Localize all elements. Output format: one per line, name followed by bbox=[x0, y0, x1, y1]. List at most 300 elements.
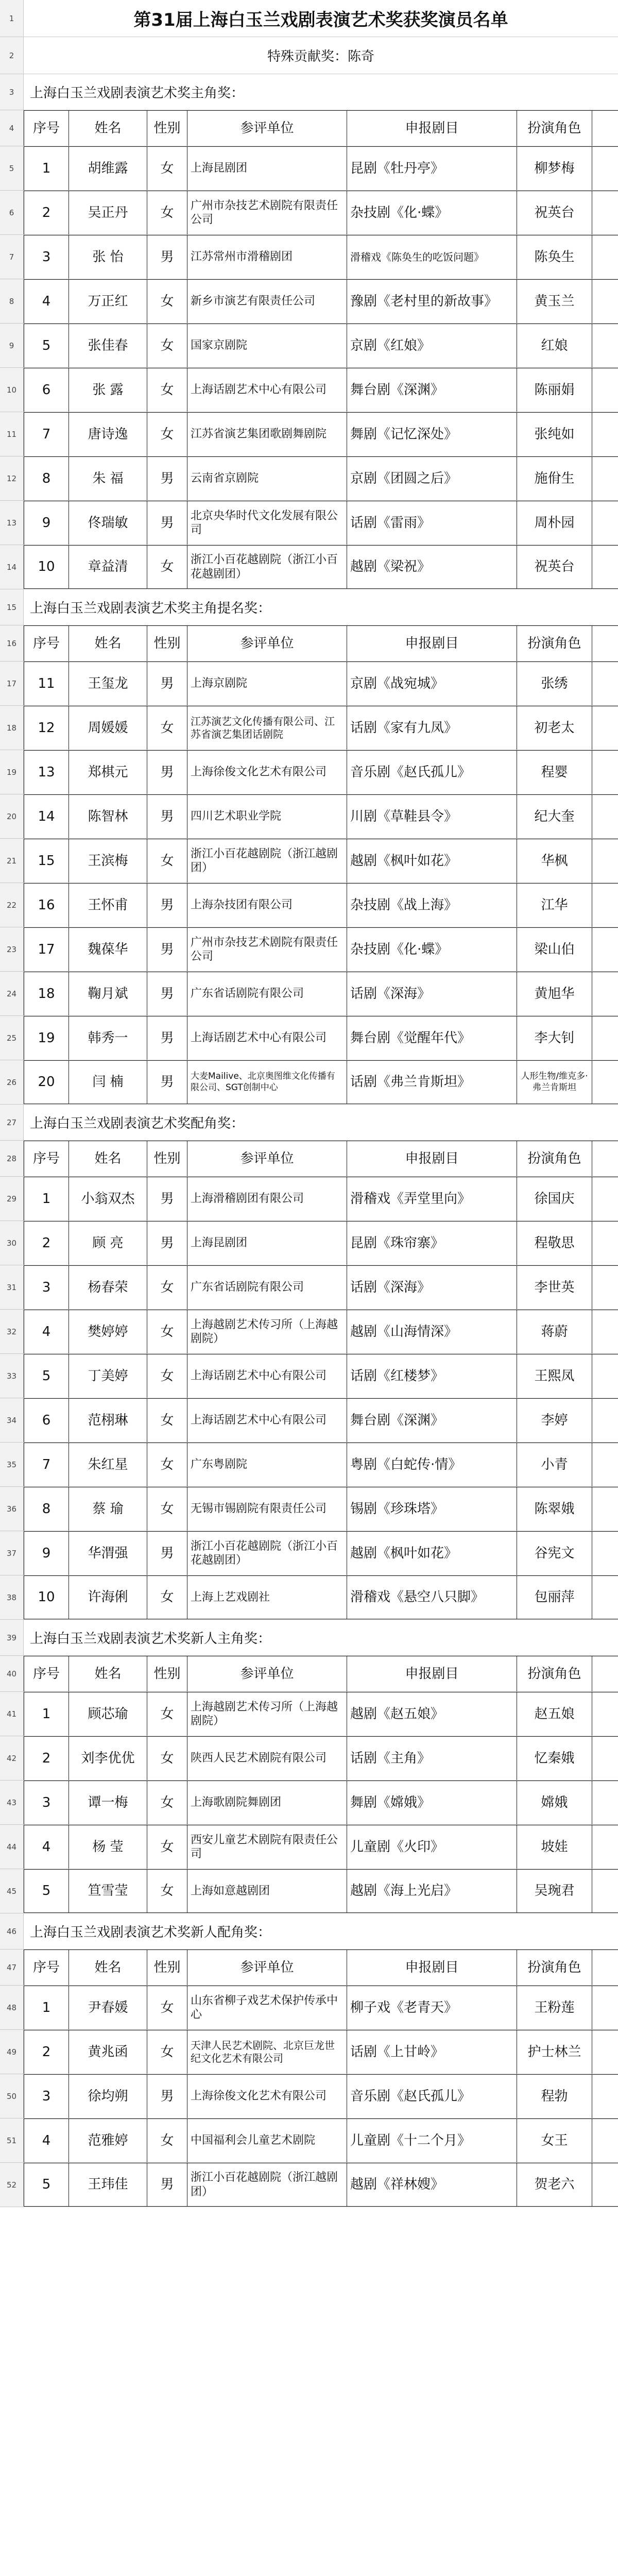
no-cell[interactable]: 1 bbox=[24, 1692, 69, 1736]
no-cell[interactable]: 12 bbox=[24, 706, 69, 750]
row-number[interactable]: 25 bbox=[0, 1016, 24, 1060]
gender-cell[interactable]: 女 bbox=[147, 368, 187, 412]
role-cell[interactable]: 红娘 bbox=[517, 324, 592, 367]
name-cell[interactable]: 王玮佳 bbox=[69, 2163, 147, 2206]
header-role-cell[interactable]: 扮演角色 bbox=[517, 626, 592, 661]
gender-cell[interactable]: 女 bbox=[147, 1266, 187, 1309]
gender-cell[interactable]: 女 bbox=[147, 147, 187, 190]
row-number[interactable]: 51 bbox=[0, 2119, 24, 2162]
gender-cell[interactable]: 男 bbox=[147, 2075, 187, 2118]
role-cell[interactable]: 小青 bbox=[517, 1443, 592, 1486]
play-cell[interactable]: 昆剧《珠帘寨》 bbox=[347, 1222, 517, 1265]
no-cell[interactable]: 3 bbox=[24, 1266, 69, 1309]
role-cell[interactable]: 包丽萍 bbox=[517, 1576, 592, 1619]
role-cell[interactable]: 程敬思 bbox=[517, 1222, 592, 1265]
no-cell[interactable]: 4 bbox=[24, 1310, 69, 1353]
no-cell[interactable]: 14 bbox=[24, 795, 69, 838]
row-number[interactable]: 32 bbox=[0, 1310, 24, 1353]
gender-cell[interactable]: 女 bbox=[147, 1825, 187, 1869]
header-gender-cell[interactable]: 性别 bbox=[147, 1141, 187, 1176]
unit-cell[interactable]: 云南省京剧院 bbox=[187, 457, 347, 500]
unit-cell[interactable]: 上海徐俊文化艺术有限公司 bbox=[187, 751, 347, 794]
no-cell[interactable]: 1 bbox=[24, 147, 69, 190]
name-cell[interactable]: 魏葆华 bbox=[69, 928, 147, 971]
header-name-cell[interactable]: 姓名 bbox=[69, 1141, 147, 1176]
play-cell[interactable]: 话剧《家有九凤》 bbox=[347, 706, 517, 750]
no-cell[interactable]: 2 bbox=[24, 1737, 69, 1780]
unit-cell[interactable]: 浙江小百花越剧院（浙江小百花越剧团） bbox=[187, 1532, 347, 1575]
name-cell[interactable]: 范栩琳 bbox=[69, 1399, 147, 1442]
unit-cell[interactable]: 上海滑稽剧团有限公司 bbox=[187, 1177, 347, 1221]
name-cell[interactable]: 陈智林 bbox=[69, 795, 147, 838]
unit-cell[interactable]: 四川艺术职业学院 bbox=[187, 795, 347, 838]
unit-cell[interactable]: 天津人民艺术剧院、北京巨龙世纪文化艺术有限公司 bbox=[187, 2030, 347, 2074]
no-cell[interactable]: 2 bbox=[24, 191, 69, 234]
gender-cell[interactable]: 女 bbox=[147, 1781, 187, 1824]
role-cell[interactable]: 吴琬君 bbox=[517, 1870, 592, 1912]
play-cell[interactable]: 舞剧《记忆深处》 bbox=[347, 413, 517, 456]
play-cell[interactable]: 杂技剧《化·蝶》 bbox=[347, 191, 517, 234]
no-cell[interactable]: 2 bbox=[24, 2030, 69, 2074]
role-cell[interactable]: 程勃 bbox=[517, 2075, 592, 2118]
no-cell[interactable]: 13 bbox=[24, 751, 69, 794]
gender-cell[interactable]: 男 bbox=[147, 751, 187, 794]
name-cell[interactable]: 黄兆函 bbox=[69, 2030, 147, 2074]
play-cell[interactable]: 舞台剧《觉醒年代》 bbox=[347, 1016, 517, 1060]
header-play-cell[interactable]: 申报剧目 bbox=[347, 111, 517, 146]
role-cell[interactable]: 梁山伯 bbox=[517, 928, 592, 971]
role-cell[interactable]: 王熙凤 bbox=[517, 1354, 592, 1398]
name-cell[interactable]: 万正红 bbox=[69, 280, 147, 323]
role-cell[interactable]: 柳梦梅 bbox=[517, 147, 592, 190]
header-no-cell[interactable]: 序号 bbox=[24, 1656, 69, 1691]
no-cell[interactable]: 16 bbox=[24, 884, 69, 927]
header-play-cell[interactable]: 申报剧目 bbox=[347, 1950, 517, 1985]
row-number[interactable]: 28 bbox=[0, 1141, 24, 1176]
no-cell[interactable]: 2 bbox=[24, 1222, 69, 1265]
name-cell[interactable]: 谭一梅 bbox=[69, 1781, 147, 1824]
header-name-cell[interactable]: 姓名 bbox=[69, 626, 147, 661]
gender-cell[interactable]: 女 bbox=[147, 2119, 187, 2162]
role-cell[interactable]: 张纯如 bbox=[517, 413, 592, 456]
no-cell[interactable]: 6 bbox=[24, 1399, 69, 1442]
header-role-cell[interactable]: 扮演角色 bbox=[517, 1141, 592, 1176]
no-cell[interactable]: 7 bbox=[24, 413, 69, 456]
role-cell[interactable]: 徐国庆 bbox=[517, 1177, 592, 1221]
header-name-cell[interactable]: 姓名 bbox=[69, 1950, 147, 1985]
gender-cell[interactable]: 女 bbox=[147, 1870, 187, 1912]
row-number[interactable]: 12 bbox=[0, 456, 24, 500]
role-cell[interactable]: 王粉莲 bbox=[517, 1986, 592, 2029]
play-cell[interactable]: 话剧《主角》 bbox=[347, 1737, 517, 1780]
header-name-cell[interactable]: 姓名 bbox=[69, 111, 147, 146]
name-cell[interactable]: 唐诗逸 bbox=[69, 413, 147, 456]
gender-cell[interactable]: 女 bbox=[147, 413, 187, 456]
header-gender-cell[interactable]: 性别 bbox=[147, 626, 187, 661]
name-cell[interactable]: 蔡 瑜 bbox=[69, 1487, 147, 1531]
play-cell[interactable]: 越剧《枫叶如花》 bbox=[347, 1532, 517, 1575]
role-cell[interactable]: 李婷 bbox=[517, 1399, 592, 1442]
row-number[interactable]: 37 bbox=[0, 1531, 24, 1575]
unit-cell[interactable]: 中国福利会儿童艺术剧院 bbox=[187, 2119, 347, 2162]
unit-cell[interactable]: 广东省话剧院有限公司 bbox=[187, 972, 347, 1015]
gender-cell[interactable]: 女 bbox=[147, 1737, 187, 1780]
unit-cell[interactable]: 广东粤剧院 bbox=[187, 1443, 347, 1486]
gender-cell[interactable]: 男 bbox=[147, 457, 187, 500]
name-cell[interactable]: 闫 楠 bbox=[69, 1061, 147, 1104]
no-cell[interactable]: 4 bbox=[24, 280, 69, 323]
row-number[interactable]: 1 bbox=[0, 0, 24, 37]
no-cell[interactable]: 3 bbox=[24, 2075, 69, 2118]
role-cell[interactable]: 人形生物/维克多·弗兰肯斯坦 bbox=[517, 1061, 592, 1104]
unit-cell[interactable]: 陕西人民艺术剧院有限公司 bbox=[187, 1737, 347, 1780]
header-no-cell[interactable]: 序号 bbox=[24, 626, 69, 661]
row-number[interactable]: 36 bbox=[0, 1487, 24, 1531]
gender-cell[interactable]: 男 bbox=[147, 2163, 187, 2206]
row-number[interactable]: 19 bbox=[0, 750, 24, 794]
header-no-cell[interactable]: 序号 bbox=[24, 1141, 69, 1176]
play-cell[interactable]: 舞台剧《深渊》 bbox=[347, 368, 517, 412]
role-cell[interactable]: 谷宪文 bbox=[517, 1532, 592, 1575]
gender-cell[interactable]: 女 bbox=[147, 1399, 187, 1442]
name-cell[interactable]: 王滨梅 bbox=[69, 839, 147, 883]
row-number[interactable]: 21 bbox=[0, 839, 24, 883]
unit-cell[interactable]: 浙江小百花越剧院（浙江越剧团） bbox=[187, 2163, 347, 2206]
row-number[interactable]: 3 bbox=[0, 74, 24, 110]
role-cell[interactable]: 李世英 bbox=[517, 1266, 592, 1309]
unit-cell[interactable]: 上海歌剧院舞剧团 bbox=[187, 1781, 347, 1824]
gender-cell[interactable]: 男 bbox=[147, 1222, 187, 1265]
row-number[interactable]: 38 bbox=[0, 1575, 24, 1619]
name-cell[interactable]: 佟瑞敏 bbox=[69, 501, 147, 545]
play-cell[interactable]: 昆剧《牡丹亭》 bbox=[347, 147, 517, 190]
play-cell[interactable]: 京剧《战宛城》 bbox=[347, 662, 517, 705]
play-cell[interactable]: 滑稽戏《弄堂里向》 bbox=[347, 1177, 517, 1221]
row-number[interactable]: 5 bbox=[0, 146, 24, 190]
header-play-cell[interactable]: 申报剧目 bbox=[347, 626, 517, 661]
row-number[interactable]: 24 bbox=[0, 972, 24, 1015]
role-cell[interactable]: 陈丽娟 bbox=[517, 368, 592, 412]
name-cell[interactable]: 樊婷婷 bbox=[69, 1310, 147, 1353]
name-cell[interactable]: 朱红星 bbox=[69, 1443, 147, 1486]
header-role-cell[interactable]: 扮演角色 bbox=[517, 111, 592, 146]
row-number[interactable]: 44 bbox=[0, 1825, 24, 1869]
row-number[interactable]: 14 bbox=[0, 545, 24, 589]
row-number[interactable]: 30 bbox=[0, 1221, 24, 1265]
role-cell[interactable]: 纪大奎 bbox=[517, 795, 592, 838]
row-number[interactable]: 40 bbox=[0, 1656, 24, 1691]
unit-cell[interactable]: 上海昆剧团 bbox=[187, 147, 347, 190]
play-cell[interactable]: 儿童剧《火印》 bbox=[347, 1825, 517, 1869]
unit-cell[interactable]: 上海越剧艺术传习所（上海越剧院） bbox=[187, 1692, 347, 1736]
play-cell[interactable]: 京剧《团圆之后》 bbox=[347, 457, 517, 500]
row-number[interactable]: 9 bbox=[0, 324, 24, 367]
play-cell[interactable]: 滑稽戏《悬空八只脚》 bbox=[347, 1576, 517, 1619]
play-cell[interactable]: 京剧《红娘》 bbox=[347, 324, 517, 367]
unit-cell[interactable]: 江苏演艺文化传播有限公司、江苏省演艺集团话剧院 bbox=[187, 706, 347, 750]
no-cell[interactable]: 5 bbox=[24, 324, 69, 367]
name-cell[interactable]: 刘李优优 bbox=[69, 1737, 147, 1780]
row-number[interactable]: 17 bbox=[0, 662, 24, 705]
unit-cell[interactable]: 大麦Mailive、北京奥图维文化传播有限公司、SGT创制中心 bbox=[187, 1061, 347, 1104]
name-cell[interactable]: 朱 福 bbox=[69, 457, 147, 500]
unit-cell[interactable]: 无锡市锡剧院有限责任公司 bbox=[187, 1487, 347, 1531]
header-unit-cell[interactable]: 参评单位 bbox=[187, 626, 347, 661]
role-cell[interactable]: 周朴园 bbox=[517, 501, 592, 545]
play-cell[interactable]: 音乐剧《赵氏孤儿》 bbox=[347, 2075, 517, 2118]
row-number[interactable]: 26 bbox=[0, 1060, 24, 1104]
row-number[interactable]: 27 bbox=[0, 1105, 24, 1140]
row-number[interactable]: 52 bbox=[0, 2163, 24, 2207]
name-cell[interactable]: 许海俐 bbox=[69, 1576, 147, 1619]
role-cell[interactable]: 陈翠娥 bbox=[517, 1487, 592, 1531]
gender-cell[interactable]: 男 bbox=[147, 662, 187, 705]
name-cell[interactable]: 张佳春 bbox=[69, 324, 147, 367]
name-cell[interactable]: 范雅婷 bbox=[69, 2119, 147, 2162]
name-cell[interactable]: 王玺龙 bbox=[69, 662, 147, 705]
play-cell[interactable]: 锡剧《珍珠塔》 bbox=[347, 1487, 517, 1531]
play-cell[interactable]: 川剧《草鞋县令》 bbox=[347, 795, 517, 838]
row-number[interactable]: 29 bbox=[0, 1177, 24, 1221]
play-cell[interactable]: 越剧《梁祝》 bbox=[347, 546, 517, 588]
role-cell[interactable]: 蒋蔚 bbox=[517, 1310, 592, 1353]
role-cell[interactable]: 祝英台 bbox=[517, 546, 592, 588]
role-cell[interactable]: 程婴 bbox=[517, 751, 592, 794]
role-cell[interactable]: 忆秦娥 bbox=[517, 1737, 592, 1780]
gender-cell[interactable]: 女 bbox=[147, 324, 187, 367]
gender-cell[interactable]: 女 bbox=[147, 191, 187, 234]
gender-cell[interactable]: 女 bbox=[147, 1986, 187, 2029]
gender-cell[interactable]: 男 bbox=[147, 235, 187, 279]
header-play-cell[interactable]: 申报剧目 bbox=[347, 1656, 517, 1691]
name-cell[interactable]: 周媛媛 bbox=[69, 706, 147, 750]
no-cell[interactable]: 9 bbox=[24, 1532, 69, 1575]
row-number[interactable]: 35 bbox=[0, 1443, 24, 1486]
unit-cell[interactable]: 浙江小百花越剧院（浙江小百花越剧团） bbox=[187, 546, 347, 588]
play-cell[interactable]: 柳子戏《老青天》 bbox=[347, 1986, 517, 2029]
unit-cell[interactable]: 江苏常州市滑稽剧团 bbox=[187, 235, 347, 279]
play-cell[interactable]: 话剧《雷雨》 bbox=[347, 501, 517, 545]
play-cell[interactable]: 舞台剧《深渊》 bbox=[347, 1399, 517, 1442]
row-number[interactable]: 20 bbox=[0, 794, 24, 838]
gender-cell[interactable]: 女 bbox=[147, 1487, 187, 1531]
row-number[interactable]: 39 bbox=[0, 1620, 24, 1655]
role-cell[interactable]: 陈奂生 bbox=[517, 235, 592, 279]
unit-cell[interactable]: 广州市杂技艺术剧院有限责任公司 bbox=[187, 191, 347, 234]
unit-cell[interactable]: 新乡市演艺有限责任公司 bbox=[187, 280, 347, 323]
header-unit-cell[interactable]: 参评单位 bbox=[187, 111, 347, 146]
unit-cell[interactable]: 上海越剧艺术传习所（上海越剧院） bbox=[187, 1310, 347, 1353]
unit-cell[interactable]: 上海话剧艺术中心有限公司 bbox=[187, 1354, 347, 1398]
no-cell[interactable]: 9 bbox=[24, 501, 69, 545]
header-no-cell[interactable]: 序号 bbox=[24, 1950, 69, 1985]
name-cell[interactable]: 笪雪莹 bbox=[69, 1870, 147, 1912]
no-cell[interactable]: 5 bbox=[24, 2163, 69, 2206]
play-cell[interactable]: 话剧《上甘岭》 bbox=[347, 2030, 517, 2074]
gender-cell[interactable]: 男 bbox=[147, 928, 187, 971]
header-no-cell[interactable]: 序号 bbox=[24, 111, 69, 146]
header-role-cell[interactable]: 扮演角色 bbox=[517, 1950, 592, 1985]
gender-cell[interactable]: 女 bbox=[147, 1310, 187, 1353]
name-cell[interactable]: 郑棋元 bbox=[69, 751, 147, 794]
play-cell[interactable]: 杂技剧《化·蝶》 bbox=[347, 928, 517, 971]
play-cell[interactable]: 滑稽戏《陈奂生的吃饭问题》 bbox=[347, 235, 517, 279]
row-number[interactable]: 43 bbox=[0, 1781, 24, 1824]
play-cell[interactable]: 舞剧《嫦娥》 bbox=[347, 1781, 517, 1824]
role-cell[interactable]: 黄玉兰 bbox=[517, 280, 592, 323]
role-cell[interactable]: 张绣 bbox=[517, 662, 592, 705]
row-number[interactable]: 48 bbox=[0, 1986, 24, 2029]
unit-cell[interactable]: 国家京剧院 bbox=[187, 324, 347, 367]
gender-cell[interactable]: 女 bbox=[147, 280, 187, 323]
no-cell[interactable]: 3 bbox=[24, 1781, 69, 1824]
header-play-cell[interactable]: 申报剧目 bbox=[347, 1141, 517, 1176]
no-cell[interactable]: 10 bbox=[24, 546, 69, 588]
gender-cell[interactable]: 男 bbox=[147, 1016, 187, 1060]
name-cell[interactable]: 杨 莹 bbox=[69, 1825, 147, 1869]
no-cell[interactable]: 6 bbox=[24, 368, 69, 412]
gender-cell[interactable]: 男 bbox=[147, 501, 187, 545]
role-cell[interactable]: 嫦娥 bbox=[517, 1781, 592, 1824]
play-cell[interactable]: 话剧《红楼梦》 bbox=[347, 1354, 517, 1398]
unit-cell[interactable]: 上海话剧艺术中心有限公司 bbox=[187, 368, 347, 412]
unit-cell[interactable]: 上海话剧艺术中心有限公司 bbox=[187, 1016, 347, 1060]
play-cell[interactable]: 话剧《深海》 bbox=[347, 1266, 517, 1309]
role-cell[interactable]: 李大钊 bbox=[517, 1016, 592, 1060]
unit-cell[interactable]: 上海上艺戏剧社 bbox=[187, 1576, 347, 1619]
role-cell[interactable]: 华枫 bbox=[517, 839, 592, 883]
row-number[interactable]: 15 bbox=[0, 589, 24, 625]
header-gender-cell[interactable]: 性别 bbox=[147, 1950, 187, 1985]
no-cell[interactable]: 17 bbox=[24, 928, 69, 971]
name-cell[interactable]: 张 露 bbox=[69, 368, 147, 412]
role-cell[interactable]: 祝英台 bbox=[517, 191, 592, 234]
role-cell[interactable]: 贺老六 bbox=[517, 2163, 592, 2206]
unit-cell[interactable]: 上海杂技团有限公司 bbox=[187, 884, 347, 927]
row-number[interactable]: 22 bbox=[0, 883, 24, 927]
row-number[interactable]: 11 bbox=[0, 412, 24, 456]
no-cell[interactable]: 18 bbox=[24, 972, 69, 1015]
row-number[interactable]: 45 bbox=[0, 1869, 24, 1913]
unit-cell[interactable]: 上海京剧院 bbox=[187, 662, 347, 705]
unit-cell[interactable]: 江苏省演艺集团歌剧舞剧院 bbox=[187, 413, 347, 456]
no-cell[interactable]: 20 bbox=[24, 1061, 69, 1104]
role-cell[interactable]: 施佾生 bbox=[517, 457, 592, 500]
name-cell[interactable]: 胡维露 bbox=[69, 147, 147, 190]
no-cell[interactable]: 5 bbox=[24, 1870, 69, 1912]
name-cell[interactable]: 丁美婷 bbox=[69, 1354, 147, 1398]
row-number[interactable]: 23 bbox=[0, 927, 24, 971]
row-number[interactable]: 16 bbox=[0, 625, 24, 661]
play-cell[interactable]: 话剧《深海》 bbox=[347, 972, 517, 1015]
name-cell[interactable]: 章益清 bbox=[69, 546, 147, 588]
name-cell[interactable]: 杨春荣 bbox=[69, 1266, 147, 1309]
unit-cell[interactable]: 上海如意越剧团 bbox=[187, 1870, 347, 1912]
header-name-cell[interactable]: 姓名 bbox=[69, 1656, 147, 1691]
row-number[interactable]: 4 bbox=[0, 110, 24, 146]
unit-cell[interactable]: 广州市杂技艺术剧院有限责任公司 bbox=[187, 928, 347, 971]
unit-cell[interactable]: 上海话剧艺术中心有限公司 bbox=[187, 1399, 347, 1442]
gender-cell[interactable]: 男 bbox=[147, 884, 187, 927]
gender-cell[interactable]: 男 bbox=[147, 972, 187, 1015]
no-cell[interactable]: 15 bbox=[24, 839, 69, 883]
gender-cell[interactable]: 男 bbox=[147, 1532, 187, 1575]
gender-cell[interactable]: 男 bbox=[147, 1061, 187, 1104]
gender-cell[interactable]: 女 bbox=[147, 839, 187, 883]
play-cell[interactable]: 话剧《弗兰肯斯坦》 bbox=[347, 1061, 517, 1104]
unit-cell[interactable]: 山东省柳子戏艺术保护传承中心 bbox=[187, 1986, 347, 2029]
play-cell[interactable]: 粤剧《白蛇传·情》 bbox=[347, 1443, 517, 1486]
gender-cell[interactable]: 男 bbox=[147, 795, 187, 838]
role-cell[interactable]: 初老太 bbox=[517, 706, 592, 750]
row-number[interactable]: 42 bbox=[0, 1736, 24, 1780]
row-number[interactable]: 13 bbox=[0, 501, 24, 545]
row-number[interactable]: 34 bbox=[0, 1398, 24, 1442]
row-number[interactable]: 46 bbox=[0, 1913, 24, 1949]
name-cell[interactable]: 顾 亮 bbox=[69, 1222, 147, 1265]
play-cell[interactable]: 越剧《海上光启》 bbox=[347, 1870, 517, 1912]
row-number[interactable]: 2 bbox=[0, 37, 24, 74]
play-cell[interactable]: 越剧《枫叶如花》 bbox=[347, 839, 517, 883]
name-cell[interactable]: 小翁双杰 bbox=[69, 1177, 147, 1221]
header-unit-cell[interactable]: 参评单位 bbox=[187, 1656, 347, 1691]
unit-cell[interactable]: 上海徐俊文化艺术有限公司 bbox=[187, 2075, 347, 2118]
gender-cell[interactable]: 女 bbox=[147, 1692, 187, 1736]
no-cell[interactable]: 7 bbox=[24, 1443, 69, 1486]
name-cell[interactable]: 张 怡 bbox=[69, 235, 147, 279]
play-cell[interactable]: 杂技剧《战上海》 bbox=[347, 884, 517, 927]
unit-cell[interactable]: 西安儿童艺术剧院有限责任公司 bbox=[187, 1825, 347, 1869]
header-gender-cell[interactable]: 性别 bbox=[147, 111, 187, 146]
no-cell[interactable]: 1 bbox=[24, 1177, 69, 1221]
row-number[interactable]: 41 bbox=[0, 1692, 24, 1736]
name-cell[interactable]: 韩秀一 bbox=[69, 1016, 147, 1060]
name-cell[interactable]: 吴正丹 bbox=[69, 191, 147, 234]
gender-cell[interactable]: 男 bbox=[147, 1177, 187, 1221]
role-cell[interactable]: 女王 bbox=[517, 2119, 592, 2162]
row-number[interactable]: 8 bbox=[0, 279, 24, 323]
play-cell[interactable]: 音乐剧《赵氏孤儿》 bbox=[347, 751, 517, 794]
name-cell[interactable]: 鞠月斌 bbox=[69, 972, 147, 1015]
gender-cell[interactable]: 女 bbox=[147, 1354, 187, 1398]
no-cell[interactable]: 19 bbox=[24, 1016, 69, 1060]
unit-cell[interactable]: 浙江小百花越剧院（浙江越剧团） bbox=[187, 839, 347, 883]
row-number[interactable]: 7 bbox=[0, 235, 24, 279]
role-cell[interactable]: 赵五娘 bbox=[517, 1692, 592, 1736]
no-cell[interactable]: 11 bbox=[24, 662, 69, 705]
gender-cell[interactable]: 女 bbox=[147, 546, 187, 588]
no-cell[interactable]: 8 bbox=[24, 1487, 69, 1531]
gender-cell[interactable]: 女 bbox=[147, 1443, 187, 1486]
play-cell[interactable]: 越剧《山海情深》 bbox=[347, 1310, 517, 1353]
play-cell[interactable]: 越剧《赵五娘》 bbox=[347, 1692, 517, 1736]
no-cell[interactable]: 8 bbox=[24, 457, 69, 500]
no-cell[interactable]: 4 bbox=[24, 1825, 69, 1869]
name-cell[interactable]: 王怀甫 bbox=[69, 884, 147, 927]
header-unit-cell[interactable]: 参评单位 bbox=[187, 1141, 347, 1176]
name-cell[interactable]: 尹春媛 bbox=[69, 1986, 147, 2029]
role-cell[interactable]: 护士林兰 bbox=[517, 2030, 592, 2074]
header-role-cell[interactable]: 扮演角色 bbox=[517, 1656, 592, 1691]
play-cell[interactable]: 越剧《祥林嫂》 bbox=[347, 2163, 517, 2206]
row-number[interactable]: 10 bbox=[0, 368, 24, 412]
name-cell[interactable]: 徐均朔 bbox=[69, 2075, 147, 2118]
play-cell[interactable]: 儿童剧《十二个月》 bbox=[347, 2119, 517, 2162]
row-number[interactable]: 31 bbox=[0, 1265, 24, 1309]
row-number[interactable]: 49 bbox=[0, 2030, 24, 2074]
gender-cell[interactable]: 女 bbox=[147, 1576, 187, 1619]
role-cell[interactable]: 黄旭华 bbox=[517, 972, 592, 1015]
